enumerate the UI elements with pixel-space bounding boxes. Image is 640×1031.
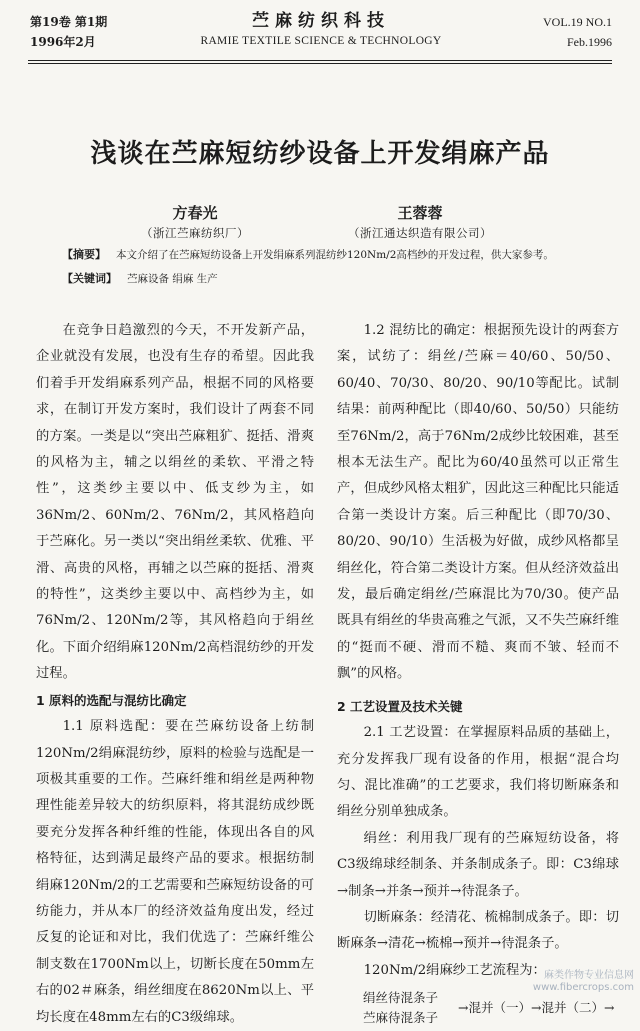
flow-inputs (363, 988, 458, 1028)
right-column (337, 318, 619, 1028)
paper-title: 浅谈在苎麻短纺纱设备上开发绢麻产品 (90, 139, 550, 169)
watermark-line-1: 麻类作物专业信息网 (544, 970, 634, 981)
watermark-line-2: www.fibercrops.com (532, 982, 634, 993)
author-block-2 (320, 202, 520, 242)
date-en: Feb.1996 (567, 35, 612, 49)
date-cn: 1996年2月 (30, 35, 96, 49)
paragraph-flow-intro: 120Nm/2绢麻纱工艺流程为： (363, 962, 546, 978)
flow-steps: →混并（一）→混并（二）→ (458, 1000, 615, 1016)
header-journal (30, 10, 612, 50)
abstract-label: 【摘要】 (62, 248, 106, 261)
keywords-text: 苎麻设备 绢麻 生产 (127, 273, 218, 285)
paragraph-1-1: 1.1 原料选配：要在苎麻纺设备上纺制120Nm/2绢麻混纺纱，原料的检验与选配是一项极其重要的工作。苎麻纤维和绢丝是两种物理性能差异较大的纺织原料，将其混纺成纱既要充分发挥各种纤维的性能，体现出各自的风格特征，达到满足最终产品的要求。根据纺制绢麻120Nm/2的工艺需要和苎麻短纺设备的可纺能力，并从本厂的经济效益角度出发，经过反复的论证和对比，我们优选了：苎麻纤维公制支数在1700Nm以上，切断长度在50mm左右的02＃麻条，绢丝细度在8620Nm以上、平均长度在48mm左右的C3级绵球。 (36, 719, 314, 1025)
paragraph-2-1: 2.1 工艺设置：在掌握原料品质的基础上，充分发挥我厂现有设备的作用，根据“混合均匀、混比准确”的工艺要求，我们将切断麻条和绢丝分别单独成条。 (337, 725, 619, 820)
flow-input-silk: 绢丝待混条子 (363, 990, 439, 1006)
abstract-text: 本文介绍了在苎麻短纺设备上开发绢麻系列混纺纱120Nm/2高档纱的开发过程，供大家参考。 (116, 249, 554, 261)
author-block-1 (110, 202, 280, 242)
paragraph-ramie: 切断麻条：经清花、梳棉制成条子。即：切断麻条→清花→梳棉→预并→待混条子。 (337, 909, 619, 952)
abstract (62, 247, 604, 263)
section-heading-2: 2 工艺设置及技术关键 (337, 698, 463, 714)
keywords (62, 271, 604, 287)
journal-name-en: RAMIE TEXTILE SCIENCE & TECHNOLOGY (200, 35, 442, 47)
section-heading-1: 1 原料的选配与混纺比确定 (36, 692, 187, 708)
author-affiliation: （浙江苎麻纺织厂） (141, 226, 249, 240)
paragraph-silk: 绢丝：利用我厂现有的苎麻短纺设备，将C3级绵球经制条、并条制成条子。即：C3绵球→制条→并条→预并→待混条子。 (337, 830, 619, 899)
intro-paragraph: 在竞争日趋激烈的今天，不开发新产品，企业就没有发展，也没有生存的希望。因此我们着手开发绢麻系列产品，根据不同的风格要求，在制订开发方案时，我们设计了两套不同的方案。一类是以“突出苎麻粗犷、挺括、滑爽的风格为主，辅之以绢丝的柔软、平滑之特性”，这类纱主要以中、低支纱为主，如36Nm/2、60Nm/2、76Nm/2，其风格趋向于苎麻化。另一类以“突出绢丝柔软、优雅、平滑、高贵的风格，再辅之以苎麻的挺括、滑爽的特性”，这类纱主要以中、高档纱为主，如76Nm/2、120Nm/2等，其风格趋向于绢丝化。下面介绍绢麻120Nm/2高档混纺纱的开发过程。 (36, 323, 314, 682)
flow-input-ramie: 苎麻待混条子 (363, 1010, 439, 1026)
author-affiliation: （浙江通达织造有限公司） (348, 226, 492, 240)
journal-name-cn: 苎麻纺织科技 (252, 11, 390, 31)
keywords-label: 【关键词】 (62, 272, 117, 285)
paragraph-1-2: 1.2 混纺比的确定：根据预先设计的两套方案，试纺了：绢丝/苎麻＝40/60、50/50、60/40、70/30、80/20、90/10等配比。试制结果：前两种配比（即40/60、50/50）只能纺至76Nm/2，高于76Nm/2成纱比较困难，甚至根本无法生产。配比为60/40虽然可以正常生产，但成纱风格太粗犷，因此这三种配比只能适合第一类设计方案。后三种配比（即70/30、80/20、90/10）生活极为好做，成纱风格都呈绢丝化，符合第二类设计方案。但从经济效益出发，最后确定绢丝/苎麻混比为70/30。使产品既具有绢丝的华贵高雅之气派，又不失苎麻纤维的“挺而不硬、滑而不糙、爽而不皱、轻而不飘”的风格。 (337, 323, 619, 682)
left-column (36, 318, 314, 1031)
author-name: 王蓉蓉 (397, 204, 443, 222)
issue-cn: 第19卷 第1期 (30, 15, 108, 29)
author-name: 方春光 (172, 204, 218, 222)
header-rule-bottom (28, 63, 612, 64)
header-rule-top (28, 60, 612, 61)
site-watermark (533, 970, 634, 994)
header-issue-en (543, 12, 612, 52)
process-flow (337, 988, 619, 1028)
issue-en: VOL.19 NO.1 (543, 15, 612, 29)
running-header (30, 10, 612, 58)
